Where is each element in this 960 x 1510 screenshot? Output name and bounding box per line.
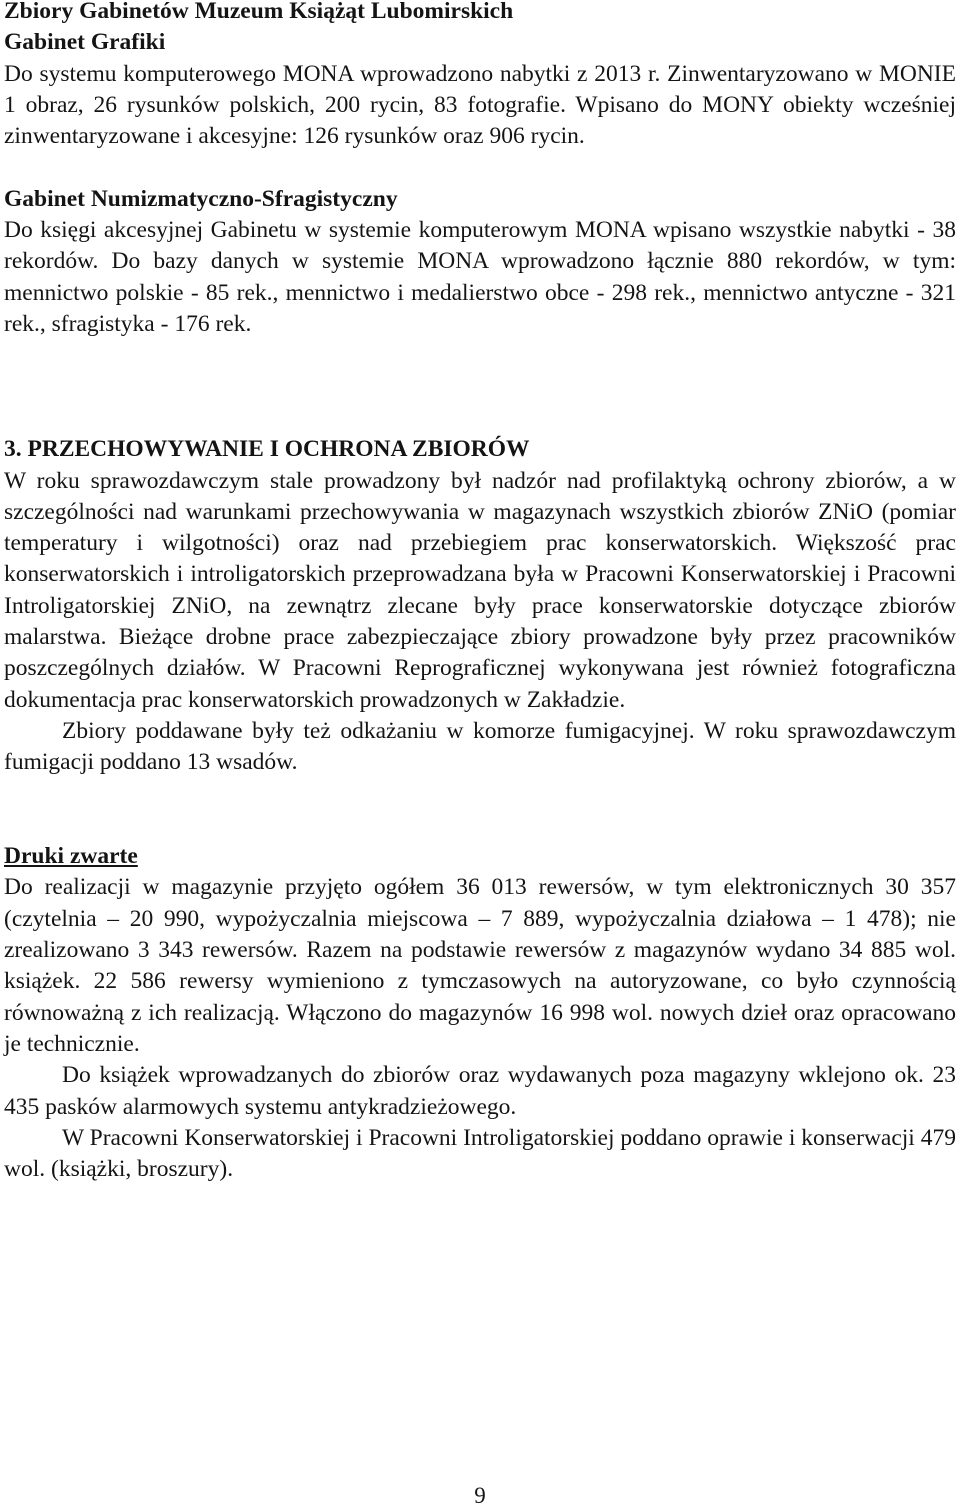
printed-books-heading: Druki zwarte xyxy=(4,843,138,870)
graphics-cabinet-text: Do systemu komputerowego MONA wprowadzono nabytki z 2013 r. Zinwentaryzowano w MONIE 1 obraz, 26 rysunków polskich, 200 rycin, 83 fotografie. Wpisano do MONY obiekty wcześniej zinwentaryzowane i akcesyjne: 126 rysunków oraz 906 rycin. xyxy=(4,60,956,150)
numismatic-cabinet-heading: Gabinet Numizmatyczno-Sfragistyczny xyxy=(4,185,398,212)
numismatic-cabinet-text: Do księgi akcesyjnej Gabinetu w systemie komputerowym MONA wpisano wszystkie nabytki - 38 rekordów. Do bazy danych w systemie MONA wprowadzono łącznie 880 rekordów, w tym: mennictwo polskie - 85 rek., mennictwo i medalierstwo obce - 298 rek., mennictwo antyczne - 321 rek., sfragistyka - 176 rek. xyxy=(4,217,956,337)
page-number: 9 xyxy=(474,1483,486,1508)
storage-paragraph-1: W roku sprawozdawczym stale prowadzony był nadzór nad profilaktyką ochrony zbiorów, a w szczególności nad warunkami przechowywania w magazynach wszystkich zbiorów ZNiO (pomiar temperatury i wilgotności) oraz nad przebiegiem prac konserwatorskich. Większość prac konserwatorskich i introligatorskich przeprowadzana była w Pracowni Konserwatorskiej i Pracowni Introligatorskiej ZNiO, na zewnątrz zlecane były prace konserwatorskie dotyczące zbiorów malarstwa. Bieżące drobne prace zabezpieczające zbiory prowadzone były przez pracowników poszczególnych działów. W Pracowni Reprograficznej wykonywana jest również fotograficzna dokumentacja prac konserwatorskich prowadzonych w Zakładzie. xyxy=(4,467,956,713)
lubomirski-section xyxy=(4,0,956,340)
section-title: Zbiory Gabinetów Muzeum Książąt Lubomirskich xyxy=(4,0,514,24)
spacer xyxy=(4,152,956,183)
spacer xyxy=(4,779,956,842)
storage-paragraph-2: Zbiory poddawane były też odkażaniu w komorze fumigacyjnej. W roku sprawozdawczym fumigacji poddano 13 wsadów. xyxy=(4,717,956,776)
printed-books-paragraph-3: W Pracowni Konserwatorskiej i Pracowni Introligatorskiej poddano oprawie i konserwacji 479 wol. (książki, broszury). xyxy=(4,1124,956,1183)
printed-books-paragraph-1: Do realizacji w magazynie przyjęto ogółem 36 013 rewersów, w tym elektronicznych 30 357 (czytelnia – 20 990, wypożyczalnia miejscowa – 7 889, wypożyczalnia działowa – 1 478); nie zrealizowano 3 343 rewersów. Razem na podstawie rewersów z magazynów wydano 34 885 wol. książek. 22 586 rewersy wymieniono z tymczasowych na autoryzowane, co było czynnością równoważną z ich realizacją. Włączono do magazynów 16 998 wol. nowych dzieł oraz opracowano je technicznie. xyxy=(4,874,956,1057)
storage-heading: 3. PRZECHOWYWANIE I OCHRONA ZBIORÓW xyxy=(4,436,530,463)
document-page xyxy=(4,0,956,1185)
storage-section xyxy=(4,434,956,778)
spacer xyxy=(4,340,956,434)
printed-books-paragraph-2: Do książek wprowadzanych do zbiorów oraz wydawanych poza magazyny wklejono ok. 23 435 pasków alarmowych systemu antykradzieżowego. xyxy=(4,1062,956,1120)
graphics-cabinet-heading: Gabinet Grafiki xyxy=(4,29,166,56)
printed-books-section xyxy=(4,841,956,1185)
